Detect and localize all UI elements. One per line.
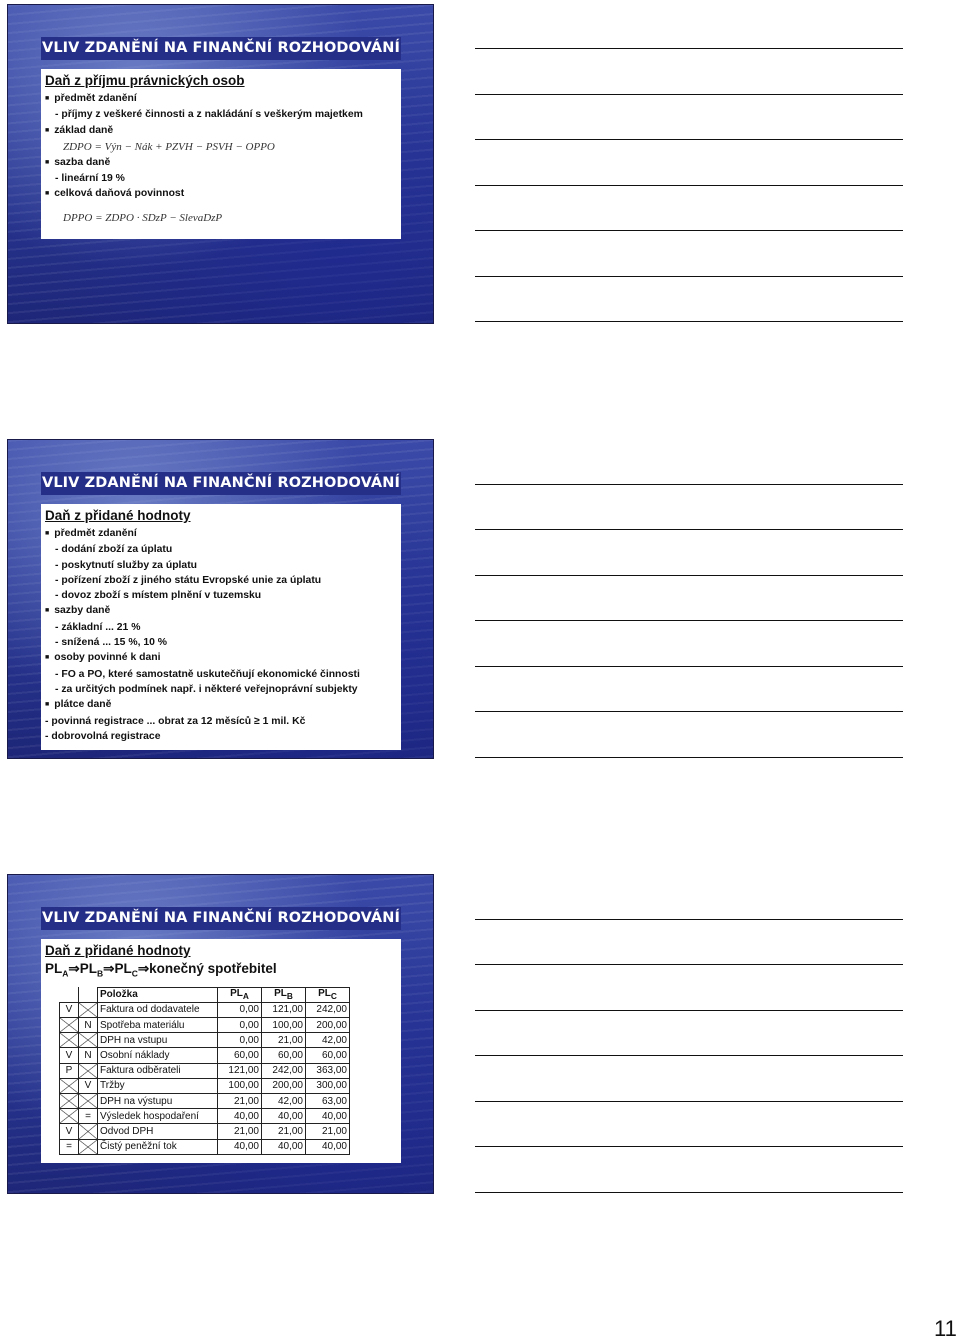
header-pl-c: $PL_C$: [306, 987, 350, 1002]
value-pl-c: 363,00: [306, 1063, 350, 1078]
marker-cell: [79, 1094, 98, 1109]
content-panel: [41, 939, 401, 1163]
marker-cell: [79, 1063, 98, 1078]
content-panel: [41, 69, 401, 239]
sub-item: - povinná registrace ... obrat za 12 měsíců ≥ 1 mil. Kč: [45, 715, 306, 727]
slide-1: [7, 4, 434, 324]
table-row: [60, 1124, 350, 1139]
table-row: [60, 1094, 350, 1109]
marker-cell: N: [79, 1018, 98, 1033]
marker-cell: =: [79, 1109, 98, 1124]
row-label: Výsledek hospodaření: [98, 1109, 218, 1124]
value-pl-c: 300,00: [306, 1078, 350, 1093]
sub-item: - za určitých podmínek např. i některé veřejnoprávní subjekty: [55, 683, 358, 695]
bullet-item: ■ celková daňová povinnost: [45, 186, 396, 202]
table-row: [60, 1018, 350, 1033]
row-label: DPH na vstupu: [98, 1033, 218, 1048]
table-header: [60, 987, 350, 1002]
slide-title: VLIV ZDANĚNÍ NA FINANČNÍ ROZHODOVÁNÍ: [41, 37, 401, 60]
formula: ZDPO = Výn − Nák + PZVH − PSVH − OPPO: [63, 140, 275, 153]
value-pl-b: 200,00: [262, 1078, 306, 1093]
value-pl-b: 40,00: [262, 1139, 306, 1154]
sub-item: - poskytnutí služby za úplatu: [55, 559, 198, 571]
marker-cell: [79, 1033, 98, 1048]
slide-3: [7, 874, 434, 1194]
row-label: Odvod DPH: [98, 1124, 218, 1139]
value-pl-b: 40,00: [262, 1109, 306, 1124]
value-pl-b: 21,00: [262, 1124, 306, 1139]
value-pl-a: 40,00: [218, 1139, 262, 1154]
slide-2: [7, 439, 434, 759]
marker-cell: V: [60, 1048, 79, 1063]
marker-cell: [60, 1033, 79, 1048]
arrow-icon: ⇒: [103, 961, 115, 976]
bullet-item: ■ sazba daně: [45, 155, 396, 171]
table-row: [60, 1033, 350, 1048]
table-row: [60, 1048, 350, 1063]
header-pl-b: $PL_B$: [262, 987, 306, 1002]
row-label: Faktura od dodavatele: [98, 1002, 218, 1017]
value-pl-c: 40,00: [306, 1109, 350, 1124]
table-row: [60, 1063, 350, 1078]
value-pl-c: 21,00: [306, 1124, 350, 1139]
marker-cell: [79, 1124, 98, 1139]
row-label: Spotřeba materiálu: [98, 1018, 218, 1033]
sub-item: - snížená ... 15 %, 10 %: [55, 637, 168, 649]
row-label: Čistý peněžní tok: [98, 1139, 218, 1154]
row-label: Tržby: [98, 1078, 218, 1093]
table-row: [60, 1002, 350, 1017]
marker-cell: N: [79, 1048, 98, 1063]
value-pl-b: 21,00: [262, 1033, 306, 1048]
marker-cell: [60, 1109, 79, 1124]
value-pl-a: 21,00: [218, 1124, 262, 1139]
sub-item: - lineární 19 %: [55, 173, 125, 185]
value-pl-c: 42,00: [306, 1033, 350, 1048]
value-pl-c: 63,00: [306, 1094, 350, 1109]
sub-item: - příjmy z veškeré činnosti a z nakládání s veškerým majetkem: [55, 109, 363, 121]
content-panel: [41, 504, 401, 750]
value-pl-a: 60,00: [218, 1048, 262, 1063]
panel-title: Daň z přidané hodnoty: [45, 508, 191, 523]
bullet-item: ■ předmět zdanění: [45, 526, 396, 542]
formula: DPPO = ZDPO · SDzP − SlevaDzP: [63, 211, 223, 224]
marker-cell: P: [60, 1063, 79, 1078]
panel-title: Daň z přidané hodnoty: [45, 943, 191, 958]
bullet-item: ■ základ daně: [45, 123, 396, 139]
bullet-item: ■ sazby daně: [45, 603, 396, 619]
value-pl-c: 40,00: [306, 1139, 350, 1154]
value-pl-a: 21,00: [218, 1094, 262, 1109]
marker-cell: V: [60, 1002, 79, 1017]
value-pl-c: 60,00: [306, 1048, 350, 1063]
value-pl-b: 100,00: [262, 1018, 306, 1033]
row-label: Faktura odběrateli: [98, 1063, 218, 1078]
panel-title: Daň z příjmu právnických osob: [45, 73, 245, 88]
row-label: DPH na výstupu: [98, 1094, 218, 1109]
value-pl-c: 242,00: [306, 1002, 350, 1017]
marker-cell: =: [60, 1139, 79, 1154]
table-row: [60, 1139, 350, 1154]
marker-cell: [60, 1018, 79, 1033]
sub-item: - pořízení zboží z jiného státu Evropské unie za úplatu: [55, 574, 322, 586]
row-label: Osobní náklady: [98, 1048, 218, 1063]
value-pl-b: 60,00: [262, 1048, 306, 1063]
marker-cell: V: [79, 1078, 98, 1093]
value-pl-a: 100,00: [218, 1078, 262, 1093]
slide-title: VLIV ZDANĚNÍ NA FINANČNÍ ROZHODOVÁNÍ: [41, 907, 401, 930]
vat-table: [59, 987, 350, 1155]
sub-item: - základní ... 21 %: [55, 621, 141, 633]
value-pl-a: 40,00: [218, 1109, 262, 1124]
header-polozka: Položka: [98, 987, 218, 1002]
arrow-icon: ⇒: [137, 961, 150, 976]
marker-cell: [79, 1002, 98, 1017]
value-pl-b: 121,00: [262, 1002, 306, 1017]
bullet-item: ■ osoby povinné k dani: [45, 650, 396, 666]
table-row: [60, 1078, 350, 1093]
marker-cell: [79, 1139, 98, 1154]
arrow-icon: ⇒: [68, 961, 80, 976]
value-pl-b: 242,00: [262, 1063, 306, 1078]
value-pl-a: 0,00: [218, 1033, 262, 1048]
value-pl-a: 0,00: [218, 1018, 262, 1033]
marker-cell: V: [60, 1124, 79, 1139]
marker-cell: [60, 1094, 79, 1109]
supply-chain-flow: $PL_A\Rightarrow PL_B\Rightarrow PL_C\Rightarrow konečný$ spotřebitel: [45, 961, 277, 979]
value-pl-a: 0,00: [218, 1002, 262, 1017]
marker-cell: [60, 1078, 79, 1093]
value-pl-c: 200,00: [306, 1018, 350, 1033]
bullet-item: ■ předmět zdanění: [45, 91, 396, 107]
table-row: [60, 1109, 350, 1124]
value-pl-a: 121,00: [218, 1063, 262, 1078]
value-pl-b: 42,00: [262, 1094, 306, 1109]
sub-item: - dodání zboží za úplatu: [55, 544, 173, 556]
header-pl-a: $PL_A$: [218, 987, 262, 1002]
sub-item: - dobrovolná registrace: [45, 730, 161, 742]
bullet-item: ■ plátce daně: [45, 697, 396, 713]
slide-title: VLIV ZDANĚNÍ NA FINANČNÍ ROZHODOVÁNÍ: [41, 472, 401, 495]
sub-item: - FO a PO, které samostatně uskutečňují ekonomické činnosti: [55, 668, 360, 680]
page-number: 11: [934, 1316, 957, 1341]
sub-item: - dovoz zboží s místem plnění v tuzemsku: [55, 590, 262, 602]
